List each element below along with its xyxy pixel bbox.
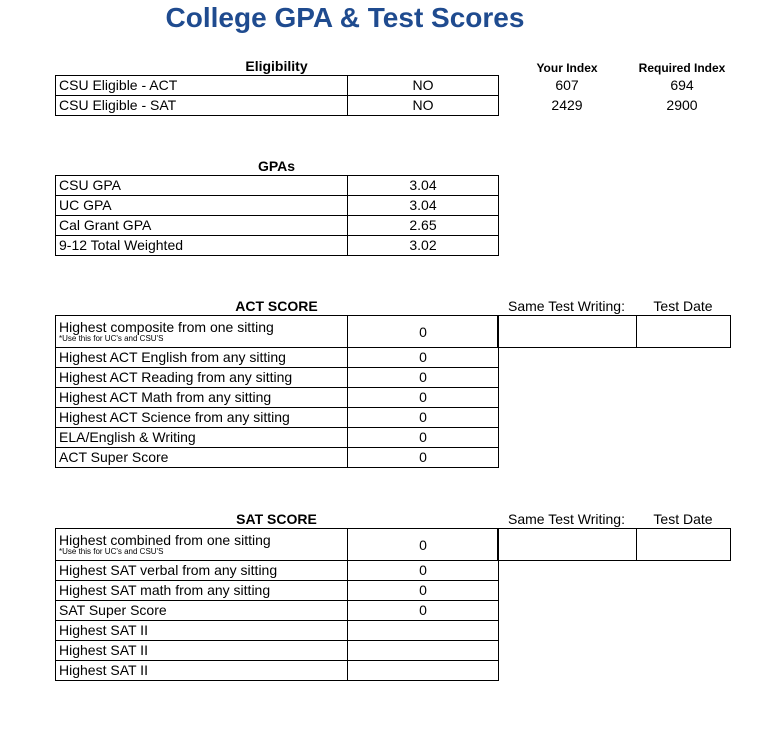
- table-row: [56, 581, 499, 601]
- eligibility-heading: Eligibility: [245, 58, 308, 74]
- table-row: [56, 76, 499, 96]
- table-row: [56, 561, 499, 581]
- your-index-act: 607: [555, 77, 579, 93]
- sat-date-input[interactable]: [637, 529, 731, 561]
- act-label: Highest ACT English from any sitting: [56, 348, 348, 368]
- act-label: Highest ACT Science from any sitting: [56, 408, 348, 428]
- sat-label: Highest SAT II: [56, 661, 348, 681]
- table-row: [56, 196, 499, 216]
- sat-label: Highest SAT II: [56, 641, 348, 661]
- table-row: [498, 529, 731, 561]
- act-value[interactable]: 0: [348, 348, 499, 368]
- act-composite-label: [56, 316, 348, 348]
- act-composite-text: Highest composite from one sitting: [59, 319, 274, 335]
- act-value[interactable]: 0: [348, 428, 499, 448]
- gpa-label: UC GPA: [56, 196, 348, 216]
- sat-writing-header: Same Test Writing:: [508, 511, 625, 527]
- required-index-header: Required Index: [638, 61, 726, 75]
- table-row: [56, 408, 499, 428]
- table-row: [56, 348, 499, 368]
- sat-label: SAT Super Score: [56, 601, 348, 621]
- gpa-table: [55, 175, 499, 256]
- gpa-value[interactable]: 3.04: [348, 196, 499, 216]
- eligibility-value[interactable]: NO: [348, 96, 499, 116]
- table-row: [56, 621, 499, 641]
- gpa-value[interactable]: 3.02: [348, 236, 499, 256]
- eligibility-value[interactable]: NO: [348, 76, 499, 96]
- act-composite-value[interactable]: 0: [348, 316, 499, 348]
- sat-value[interactable]: [348, 641, 499, 661]
- gpa-label: CSU GPA: [56, 176, 348, 196]
- act-value[interactable]: 0: [348, 388, 499, 408]
- act-heading: ACT SCORE: [235, 298, 318, 314]
- gpas-heading: GPAs: [257, 158, 296, 174]
- sat-combined-text: Highest combined from one sitting: [59, 532, 271, 548]
- act-composite-note: *Use this for UC's and CSU'S: [59, 334, 164, 343]
- required-index-sat: 2900: [666, 97, 698, 113]
- table-row: [56, 529, 499, 561]
- sat-value[interactable]: 0: [348, 561, 499, 581]
- sat-label: Highest SAT II: [56, 621, 348, 641]
- table-row: [56, 176, 499, 196]
- gpa-label: 9-12 Total Weighted: [56, 236, 348, 256]
- page-title: College GPA & Test Scores: [165, 2, 525, 33]
- act-extra-table: [497, 315, 731, 348]
- act-label: ELA/English & Writing: [56, 428, 348, 448]
- table-row: [56, 428, 499, 448]
- table-row: [56, 448, 499, 468]
- sat-combined-note: *Use this for UC's and CSU'S: [59, 547, 164, 556]
- table-row: [56, 96, 499, 116]
- sat-value[interactable]: [348, 661, 499, 681]
- eligibility-table: [55, 75, 499, 116]
- table-row: [56, 641, 499, 661]
- act-table: [55, 315, 499, 468]
- act-label: Highest ACT Reading from any sitting: [56, 368, 348, 388]
- sat-combined-value[interactable]: 0: [348, 529, 499, 561]
- sat-value[interactable]: 0: [348, 601, 499, 621]
- required-index-act: 694: [670, 77, 694, 93]
- gpa-label: Cal Grant GPA: [56, 216, 348, 236]
- sat-label: Highest SAT math from any sitting: [56, 581, 348, 601]
- your-index-sat: 2429: [551, 97, 583, 113]
- table-row: [56, 316, 499, 348]
- sat-writing-input[interactable]: [498, 529, 637, 561]
- table-row: [56, 236, 499, 256]
- act-value[interactable]: 0: [348, 368, 499, 388]
- sat-value[interactable]: 0: [348, 581, 499, 601]
- sat-date-header: Test Date: [653, 511, 713, 527]
- table-row: [56, 388, 499, 408]
- sat-combined-label: [56, 529, 348, 561]
- gpa-value[interactable]: 2.65: [348, 216, 499, 236]
- act-label: ACT Super Score: [56, 448, 348, 468]
- gpa-value[interactable]: 3.04: [348, 176, 499, 196]
- table-row: [56, 661, 499, 681]
- act-label: Highest ACT Math from any sitting: [56, 388, 348, 408]
- eligibility-label: CSU Eligible - SAT: [56, 96, 348, 116]
- act-writing-input[interactable]: [498, 316, 637, 348]
- act-date-header: Test Date: [653, 298, 713, 314]
- act-value[interactable]: 0: [348, 408, 499, 428]
- act-writing-header: Same Test Writing:: [508, 298, 625, 314]
- act-date-input[interactable]: [637, 316, 731, 348]
- sat-label: Highest SAT verbal from any sitting: [56, 561, 348, 581]
- sat-table: [55, 528, 499, 681]
- eligibility-label: CSU Eligible - ACT: [56, 76, 348, 96]
- sat-value[interactable]: [348, 621, 499, 641]
- sat-heading: SAT SCORE: [236, 511, 317, 527]
- act-value[interactable]: 0: [348, 448, 499, 468]
- your-index-header: Your Index: [536, 61, 598, 75]
- table-row: [56, 368, 499, 388]
- table-row: [498, 316, 731, 348]
- sat-extra-table: [497, 528, 731, 561]
- table-row: [56, 216, 499, 236]
- table-row: [56, 601, 499, 621]
